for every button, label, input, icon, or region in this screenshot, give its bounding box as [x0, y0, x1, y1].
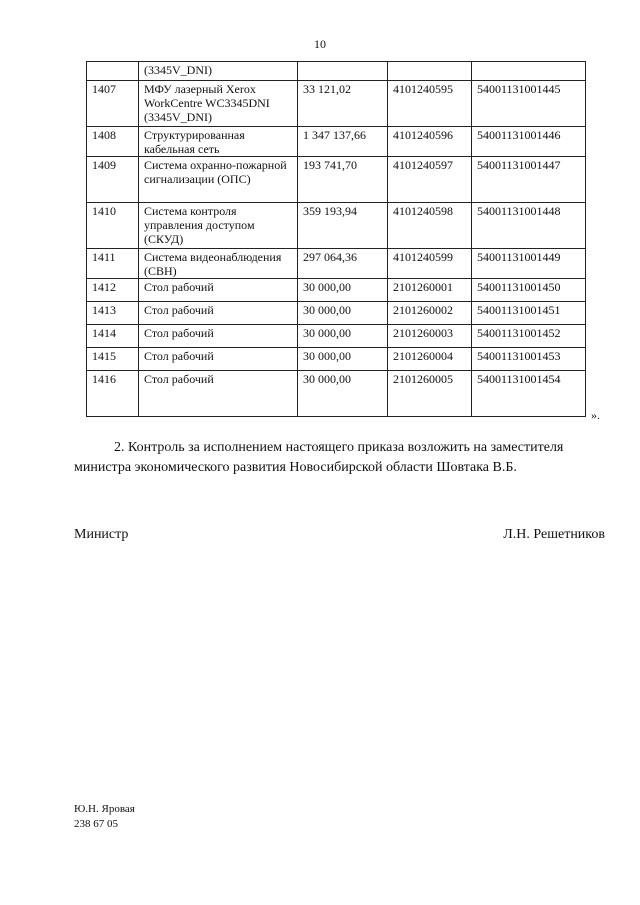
inventory-number-cell: 54001131001449	[472, 249, 586, 279]
row-number-cell: 1414	[87, 325, 139, 348]
row-number-cell: 1413	[87, 302, 139, 325]
item-name-cell: Стол рабочий	[139, 279, 298, 302]
item-name-cell: Стол рабочий	[139, 371, 298, 417]
code-cell: 2101260002	[388, 302, 472, 325]
row-number-cell	[87, 62, 139, 81]
item-name-cell: Стол рабочий	[139, 325, 298, 348]
table-row	[87, 279, 586, 302]
code-cell: 4101240595	[388, 81, 472, 127]
row-number-cell: 1409	[87, 157, 139, 203]
signature-name: Л.Н. Решетников	[503, 527, 605, 542]
item-name-cell: Система охранно-пожарной сигнализации (ОПС)	[139, 157, 298, 203]
inventory-number-cell: 54001131001451	[472, 302, 586, 325]
amount-cell: 193 741,70	[298, 157, 388, 203]
code-cell: 2101260004	[388, 348, 472, 371]
row-number-cell: 1411	[87, 249, 139, 279]
amount-cell	[298, 62, 388, 81]
amount-cell: 30 000,00	[298, 325, 388, 348]
code-cell: 2101260003	[388, 325, 472, 348]
code-cell: 2101260001	[388, 279, 472, 302]
amount-cell: 1 347 137,66	[298, 127, 388, 157]
control-paragraph	[74, 438, 610, 478]
code-cell: 4101240598	[388, 203, 472, 249]
amount-cell: 30 000,00	[298, 348, 388, 371]
item-name-cell: Структурированная кабельная сеть	[139, 127, 298, 157]
table-row	[87, 371, 586, 417]
inventory-number-cell: 54001131001448	[472, 203, 586, 249]
code-cell: 4101240596	[388, 127, 472, 157]
table-row	[87, 127, 586, 157]
row-number-cell: 1410	[87, 203, 139, 249]
paragraph-line-2: министра экономического развития Новосибирской области Шовтака В.Б.	[74, 460, 517, 475]
item-name-cell: (3345V_DNI)	[139, 62, 298, 81]
table-row	[87, 325, 586, 348]
inventory-table	[86, 61, 586, 417]
code-cell: 2101260005	[388, 371, 472, 417]
executor-name: Ю.Н. Яровая	[74, 803, 135, 815]
table-row	[87, 62, 586, 81]
item-name-cell: Стол рабочий	[139, 348, 298, 371]
item-name-cell: Система видеонаблюдения (СВН)	[139, 249, 298, 279]
inventory-number-cell: 54001131001452	[472, 325, 586, 348]
table-row	[87, 157, 586, 203]
table-row	[87, 302, 586, 325]
table-row	[87, 203, 586, 249]
closing-quote: ».	[591, 408, 600, 422]
inventory-number-cell: 54001131001446	[472, 127, 586, 157]
paragraph-line-1: 2. Контроль за исполнением настоящего приказа возложить на заместителя	[114, 440, 564, 455]
table-row	[87, 249, 586, 279]
code-cell	[388, 62, 472, 81]
code-cell: 4101240597	[388, 157, 472, 203]
inventory-table-body	[87, 62, 586, 417]
item-name-cell: Система контроля управления доступом (СКУД)	[139, 203, 298, 249]
inventory-number-cell: 54001131001454	[472, 371, 586, 417]
amount-cell: 359 193,94	[298, 203, 388, 249]
item-name-cell: Стол рабочий	[139, 302, 298, 325]
table-row	[87, 81, 586, 127]
page-number: 10	[314, 37, 326, 51]
row-number-cell: 1408	[87, 127, 139, 157]
row-number-cell: 1407	[87, 81, 139, 127]
inventory-number-cell: 54001131001447	[472, 157, 586, 203]
inventory-number-cell: 54001131001445	[472, 81, 586, 127]
inventory-number-cell	[472, 62, 586, 81]
amount-cell: 297 064,36	[298, 249, 388, 279]
amount-cell: 30 000,00	[298, 279, 388, 302]
signature-title: Министр	[74, 527, 129, 542]
amount-cell: 33 121,02	[298, 81, 388, 127]
inventory-number-cell: 54001131001453	[472, 348, 586, 371]
amount-cell: 30 000,00	[298, 371, 388, 417]
amount-cell: 30 000,00	[298, 302, 388, 325]
row-number-cell: 1416	[87, 371, 139, 417]
inventory-number-cell: 54001131001450	[472, 279, 586, 302]
row-number-cell: 1412	[87, 279, 139, 302]
item-name-cell: МФУ лазерный Xerox WorkCentre WC3345DNI (3345V_DNI)	[139, 81, 298, 127]
table-row	[87, 348, 586, 371]
row-number-cell: 1415	[87, 348, 139, 371]
code-cell: 4101240599	[388, 249, 472, 279]
executor-phone: 238 67 05	[74, 818, 118, 830]
